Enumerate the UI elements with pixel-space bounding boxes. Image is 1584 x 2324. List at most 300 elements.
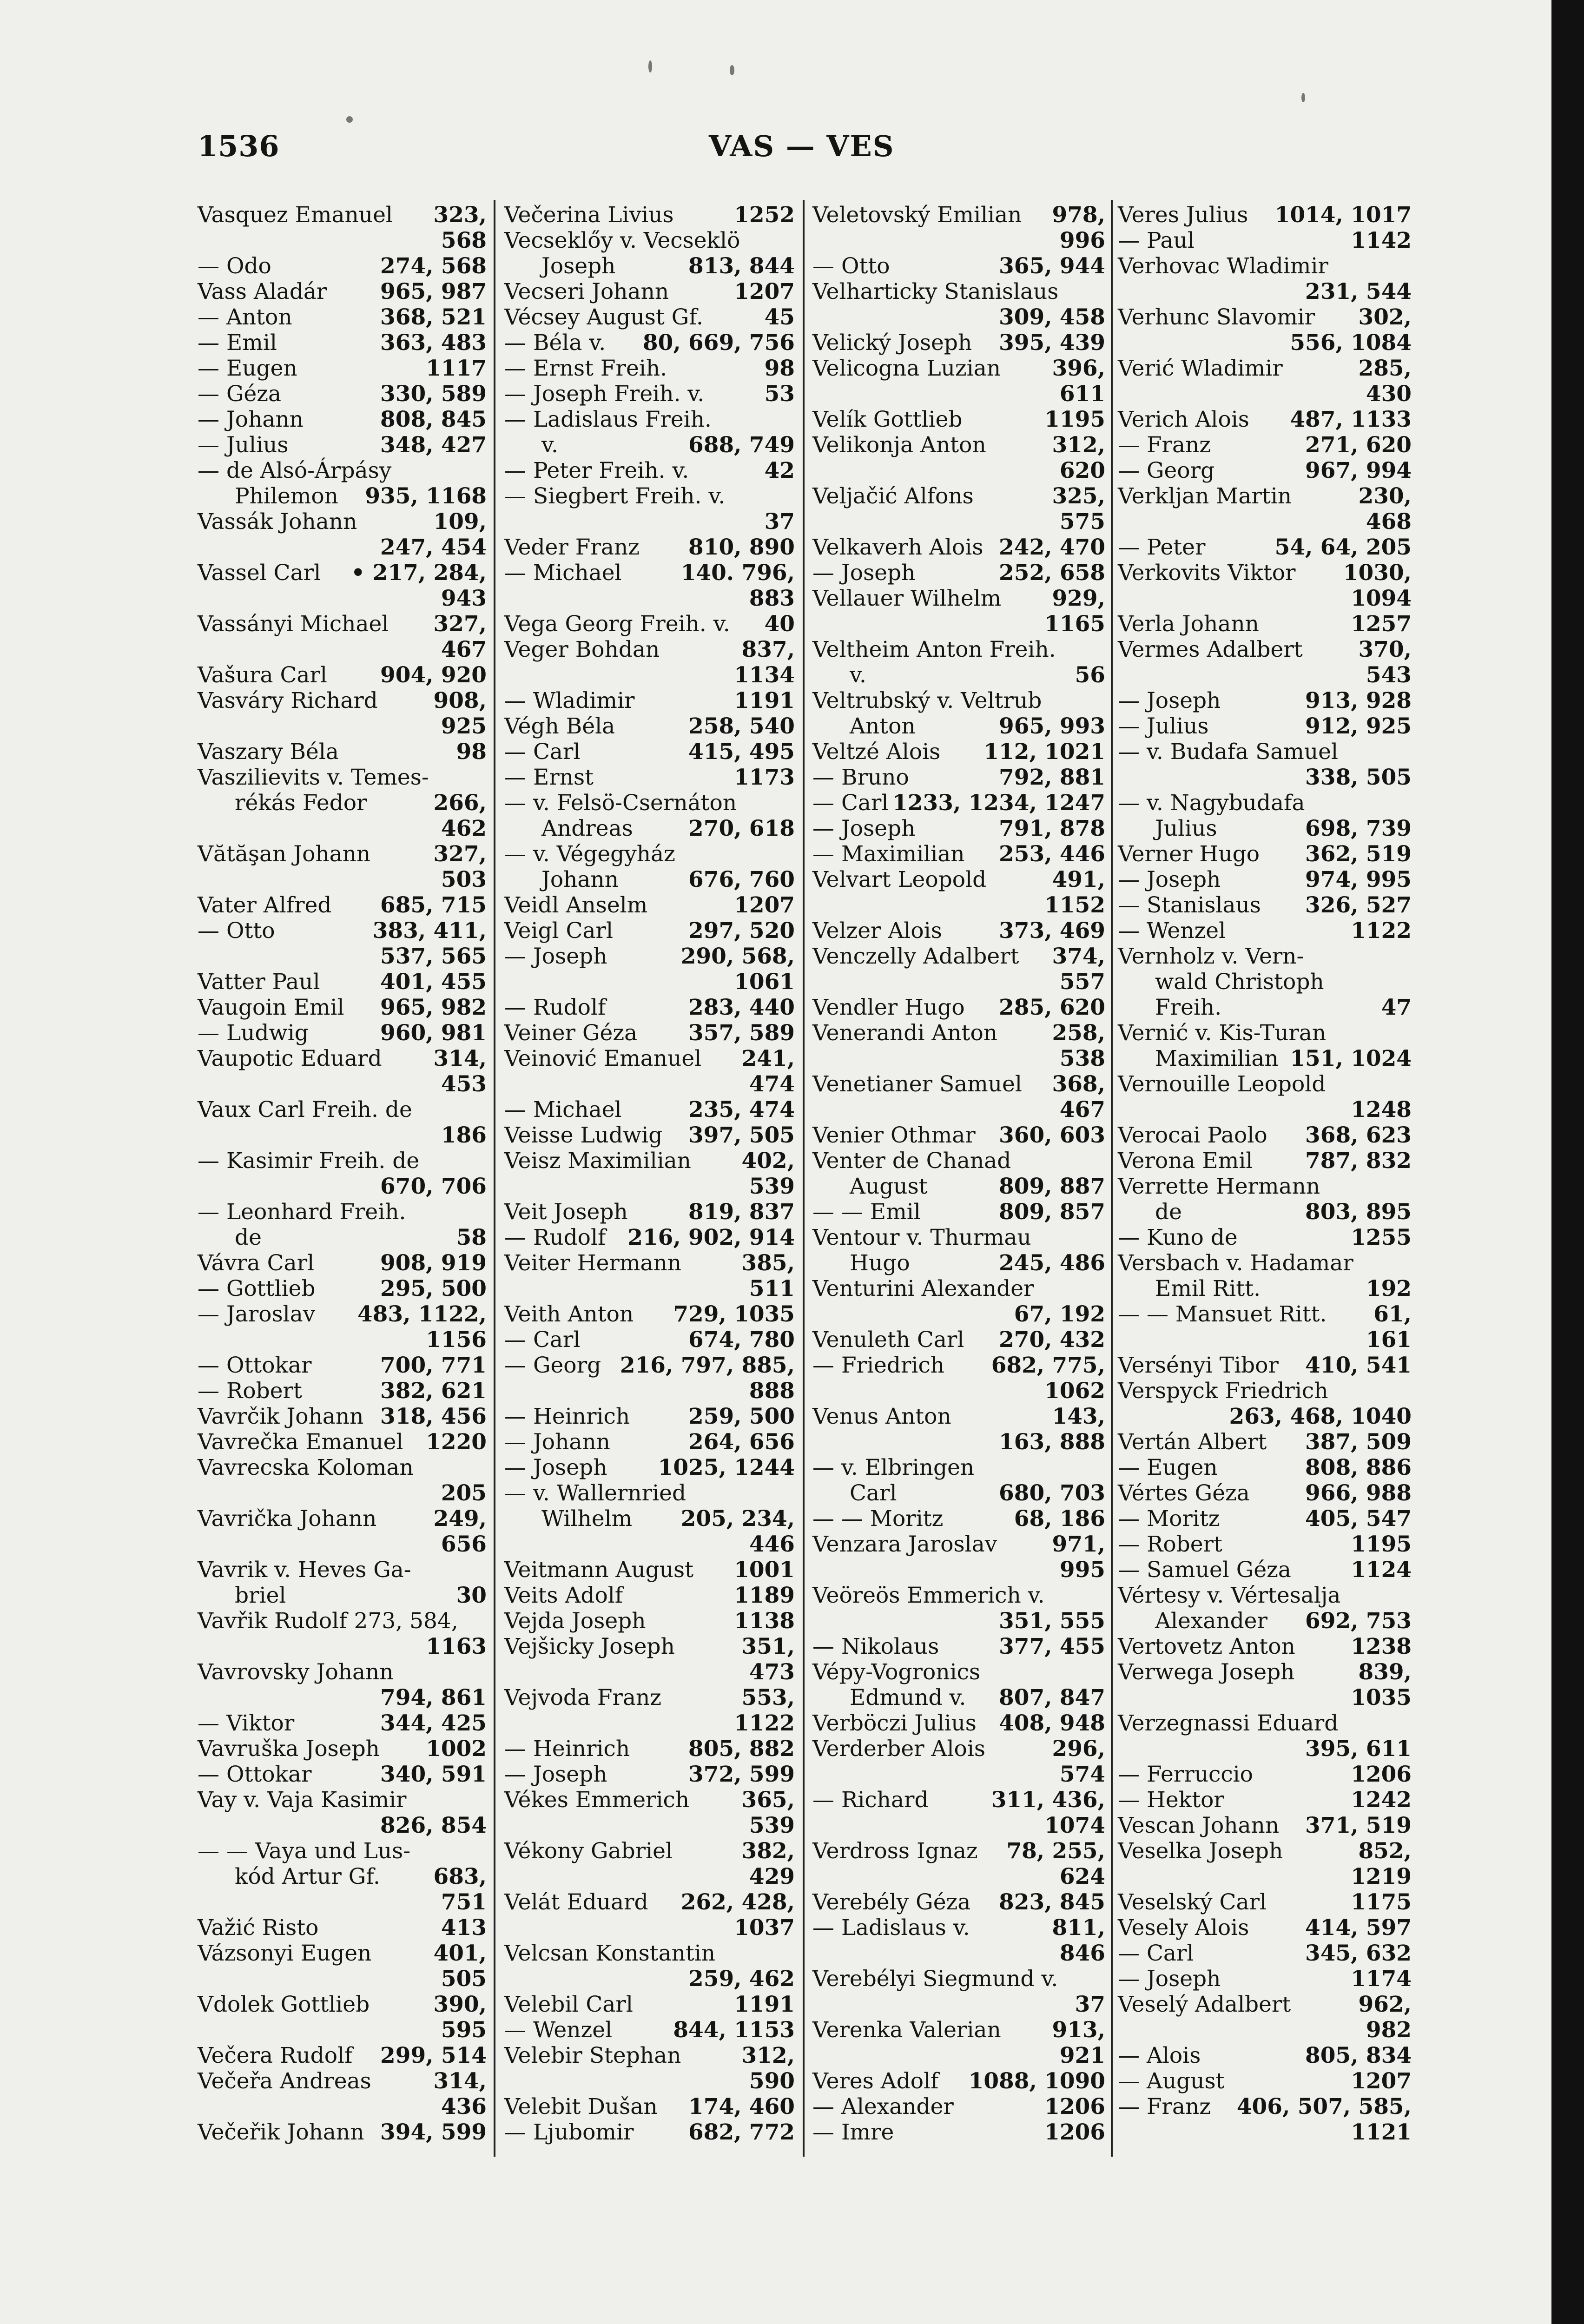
index-entry xyxy=(812,586,1105,637)
entry-line xyxy=(812,1992,1105,2017)
entry-line xyxy=(812,253,1105,279)
index-column-1 xyxy=(198,202,487,2159)
entry-page-refs: 58 xyxy=(456,1225,487,1250)
entry-line xyxy=(198,1097,487,1122)
entry-line xyxy=(504,279,795,304)
entry-page-refs: 683, xyxy=(433,1864,487,1889)
entry-name: Vatter Paul xyxy=(198,969,320,995)
entry-page-refs: 1138 xyxy=(734,1608,795,1634)
entry-name: v. xyxy=(541,432,558,458)
entry-line xyxy=(504,535,795,560)
entry-line xyxy=(198,918,487,944)
entry-page-refs: 401, xyxy=(433,1941,487,1966)
entry-line xyxy=(198,1455,487,1480)
entry-page-refs: 682, 775, xyxy=(991,1353,1105,1378)
entry-line xyxy=(812,1634,1105,1659)
entry-name: — Béla v. xyxy=(504,330,606,356)
entry-name: — Robert xyxy=(1118,1532,1222,1557)
entry-line xyxy=(504,1762,795,1787)
index-entry xyxy=(812,765,1105,790)
entry-name: Vavrička Johann xyxy=(198,1506,377,1532)
entry-line xyxy=(812,1608,1105,1634)
entry-line xyxy=(812,1762,1105,1787)
entry-line xyxy=(812,407,1105,432)
index-entry xyxy=(812,867,1105,918)
entry-page-refs: 511 xyxy=(749,1276,795,1301)
entry-line xyxy=(198,1762,487,1787)
index-entry xyxy=(1118,356,1412,407)
entry-name: Venter de Chanad xyxy=(812,1148,1011,1174)
index-entry xyxy=(1118,228,1412,253)
entry-line xyxy=(504,713,795,739)
entry-line xyxy=(812,1659,1105,1685)
entry-page-refs: 368, 623 xyxy=(1305,1122,1412,1148)
entry-name: Versbach v. Hadamar xyxy=(1118,1250,1353,1276)
entry-page-refs: 960, 981 xyxy=(380,1020,487,1046)
entry-name: Vértes Géza xyxy=(1118,1480,1250,1506)
entry-line xyxy=(504,2017,795,2043)
entry-page-refs: 262, 428, xyxy=(680,1889,795,1915)
entry-line xyxy=(504,253,795,279)
entry-page-refs: 394, 599 xyxy=(380,2119,487,2145)
entry-line xyxy=(812,688,1105,713)
entry-page-refs: 823, 845 xyxy=(999,1889,1105,1915)
entry-line xyxy=(1118,381,1412,407)
index-entry xyxy=(198,1429,487,1455)
entry-line xyxy=(812,1889,1105,1915)
entry-line xyxy=(1118,458,1412,483)
entry-page-refs: 543 xyxy=(1366,662,1412,688)
index-entry xyxy=(198,1762,487,1787)
entry-page-refs: 1152 xyxy=(1044,892,1105,918)
entry-name: Carl xyxy=(850,1480,897,1506)
index-entry xyxy=(812,1148,1105,1199)
index-entry xyxy=(198,1353,487,1378)
entry-line xyxy=(504,228,795,253)
entry-name: — Rudolf xyxy=(504,1225,606,1250)
index-entry xyxy=(504,1608,795,1634)
entry-name: Vaugoin Emil xyxy=(198,995,344,1020)
index-entry xyxy=(1118,535,1412,560)
index-entry xyxy=(1118,637,1412,688)
entry-page-refs: 971, xyxy=(1052,1532,1105,1557)
index-entry xyxy=(812,1276,1105,1327)
entry-line xyxy=(1118,611,1412,637)
entry-page-refs: 446 xyxy=(749,1532,795,1557)
entry-line xyxy=(812,1046,1105,1071)
index-entry xyxy=(198,1787,487,1838)
entry-page-refs: 996 xyxy=(1059,228,1105,253)
entry-line xyxy=(812,509,1105,535)
entry-line xyxy=(504,995,795,1020)
entry-line xyxy=(1118,2017,1412,2043)
entry-line xyxy=(812,1122,1105,1148)
entry-name: Verspyck Friedrich xyxy=(1118,1378,1328,1404)
entry-page-refs: 575 xyxy=(1059,509,1105,535)
index-entry xyxy=(504,1634,795,1685)
index-entry xyxy=(504,1455,795,1480)
entry-page-refs: 326, 527 xyxy=(1305,892,1412,918)
entry-name: — Wenzel xyxy=(1118,918,1226,944)
index-entry xyxy=(812,535,1105,560)
entry-page-refs: 965, 982 xyxy=(380,995,487,1020)
entry-name: — Alois xyxy=(1118,2043,1201,2068)
entry-name: Vaszilievits v. Temes- xyxy=(198,765,429,790)
entry-line xyxy=(504,330,795,356)
entry-name: Vavrik v. Heves Ga- xyxy=(198,1557,411,1583)
entry-name: — Joseph xyxy=(504,944,607,969)
entry-line xyxy=(1118,637,1412,662)
entry-line xyxy=(198,253,487,279)
entry-page-refs: 414, 597 xyxy=(1305,1915,1412,1941)
index-entry xyxy=(812,330,1105,356)
entry-name: Venetianer Samuel xyxy=(812,1071,1022,1097)
entry-page-refs: 1001 xyxy=(734,1557,795,1583)
entry-line xyxy=(198,1046,487,1071)
entry-line xyxy=(812,1148,1105,1174)
entry-name: — Viktor xyxy=(198,1710,295,1736)
entry-line xyxy=(1118,560,1412,586)
entry-line xyxy=(812,1838,1105,1864)
entry-line xyxy=(504,458,795,483)
entry-name: Vega Georg Freih. v. xyxy=(504,611,730,637)
entry-line xyxy=(504,1071,795,1097)
entry-line xyxy=(198,483,487,509)
index-entry xyxy=(812,790,1105,816)
index-entry xyxy=(198,560,487,611)
entry-line xyxy=(1118,816,1412,841)
index-entry xyxy=(1118,944,1412,1020)
entry-name: Venus Anton xyxy=(812,1404,951,1429)
entry-page-refs: 216, 902, 914 xyxy=(627,1225,795,1250)
entry-name: — Nikolaus xyxy=(812,1634,939,1659)
entry-name: Vernić v. Kis-Turan xyxy=(1118,1020,1327,1046)
entry-line xyxy=(504,1174,795,1199)
entry-page-refs: 258, xyxy=(1052,1020,1105,1046)
entry-line xyxy=(1118,2043,1412,2068)
entry-name: — Eugen xyxy=(1118,1455,1218,1480)
entry-line xyxy=(1118,1608,1412,1634)
index-entry xyxy=(504,1787,795,1838)
entry-page-refs: 285, 620 xyxy=(999,995,1105,1020)
entry-name: — Ernst Freih. xyxy=(504,356,667,381)
entry-name: — Paul xyxy=(1118,228,1195,253)
index-entry xyxy=(812,1071,1105,1122)
index-entry xyxy=(198,1557,487,1608)
entry-line xyxy=(1118,1864,1412,1889)
entry-page-refs: 967, 994 xyxy=(1305,458,1412,483)
index-entry xyxy=(812,1634,1105,1659)
entry-name: Venturini Alexander xyxy=(812,1276,1034,1301)
entry-line xyxy=(504,892,795,918)
index-entry xyxy=(1118,1378,1412,1429)
entry-line xyxy=(812,816,1105,841)
entry-name: — Michael xyxy=(504,1097,622,1122)
entry-page-refs: 109, xyxy=(433,509,487,535)
entry-page-refs: 263, 468, 1040 xyxy=(1229,1404,1412,1429)
entry-line xyxy=(504,1148,795,1174)
entry-name: — Heinrich xyxy=(504,1736,630,1762)
index-entry xyxy=(198,1838,487,1915)
index-entry xyxy=(504,356,795,381)
entry-line xyxy=(504,841,795,867)
entry-page-refs: 351, 555 xyxy=(999,1608,1105,1634)
entry-name: Vépy-Vogronics xyxy=(812,1659,981,1685)
index-entry xyxy=(504,1762,795,1787)
entry-line xyxy=(504,2119,795,2145)
entry-line xyxy=(198,1966,487,1992)
entry-line xyxy=(504,509,795,535)
entry-line xyxy=(198,637,487,662)
entry-page-refs: 474 xyxy=(749,1071,795,1097)
entry-page-refs: 382, xyxy=(741,1838,795,1864)
entry-name: Verenka Valerian xyxy=(812,2017,1001,2043)
index-entry xyxy=(1118,1020,1412,1071)
index-entry xyxy=(504,407,795,458)
entry-line xyxy=(198,228,487,253)
entry-page-refs: 401, 455 xyxy=(380,969,487,995)
index-column-4 xyxy=(1118,202,1412,2159)
entry-line xyxy=(198,535,487,560)
entry-name: — Wenzel xyxy=(504,2017,613,2043)
index-entry xyxy=(1118,918,1412,944)
entry-line xyxy=(198,1020,487,1046)
entry-name: Versényi Tibor xyxy=(1118,1353,1279,1378)
entry-line xyxy=(812,867,1105,892)
entry-name: Philemon xyxy=(235,483,338,509)
entry-page-refs: 995 xyxy=(1059,1557,1105,1583)
entry-page-refs: 54, 64, 205 xyxy=(1274,535,1412,560)
entry-line xyxy=(198,1378,487,1404)
index-entry xyxy=(504,1020,795,1046)
entry-page-refs: 285, xyxy=(1358,356,1412,381)
entry-name: — Joseph xyxy=(1118,1966,1221,1992)
entry-name: Velát Eduard xyxy=(504,1889,648,1915)
entry-line xyxy=(504,637,795,662)
entry-line xyxy=(504,790,795,816)
entry-page-refs: 807, 847 xyxy=(999,1685,1105,1710)
entry-page-refs: 1252 xyxy=(734,202,795,228)
entry-page-refs: 348, 427 xyxy=(380,432,487,458)
entry-name: — Carl xyxy=(504,739,581,765)
entry-page-refs: 462 xyxy=(441,816,487,841)
entry-line xyxy=(812,1097,1105,1122)
index-entry xyxy=(812,944,1105,995)
entry-line xyxy=(198,1889,487,1915)
entry-page-refs: 1220 xyxy=(426,1429,487,1455)
entry-page-refs: 372, 599 xyxy=(688,1762,795,1787)
index-entry xyxy=(504,1097,795,1122)
entry-name: — — Emil xyxy=(812,1199,921,1225)
index-entry xyxy=(812,995,1105,1020)
index-entry xyxy=(504,1583,795,1608)
entry-line xyxy=(504,1199,795,1225)
index-entry xyxy=(812,1710,1105,1736)
entry-page-refs: 839, xyxy=(1358,1659,1412,1685)
entry-page-refs: 1206 xyxy=(1044,2119,1105,2145)
entry-name: Vater Alfred xyxy=(198,892,332,918)
entry-page-refs: 362, 519 xyxy=(1305,841,1412,867)
index-entry xyxy=(1118,1762,1412,1787)
entry-line xyxy=(812,1787,1105,1813)
index-entry xyxy=(198,253,487,279)
entry-line xyxy=(812,944,1105,969)
entry-name: — Odo xyxy=(198,253,271,279)
entry-line xyxy=(504,483,795,509)
entry-name: Veljačić Alfons xyxy=(812,483,974,509)
entry-page-refs: 978, xyxy=(1052,202,1105,228)
entry-name: — Peter xyxy=(1118,535,1206,560)
index-entry xyxy=(1118,713,1412,739)
entry-name: — Anton xyxy=(198,304,292,330)
index-entry xyxy=(1118,1429,1412,1455)
entry-page-refs: 396, xyxy=(1052,356,1105,381)
entry-page-refs: 1175 xyxy=(1351,1889,1412,1915)
entry-line xyxy=(812,1225,1105,1250)
index-entry xyxy=(812,1915,1105,1966)
entry-line xyxy=(812,1736,1105,1762)
entry-name: — Ladislaus Freih. xyxy=(504,407,712,432)
entry-line xyxy=(198,1992,487,2017)
entry-line xyxy=(812,228,1105,253)
index-entry xyxy=(198,279,487,304)
entry-name: — Julius xyxy=(1118,713,1209,739)
entry-page-refs: 698, 739 xyxy=(1305,816,1412,841)
entry-name: Vendler Hugo xyxy=(812,995,965,1020)
entry-name: — Georg xyxy=(1118,458,1215,483)
entry-line xyxy=(504,1787,795,1813)
entry-page-refs: 374, xyxy=(1052,944,1105,969)
entry-page-refs: 574 xyxy=(1059,1762,1105,1787)
entry-line xyxy=(1118,1046,1412,1071)
entry-page-refs: 809, 887 xyxy=(999,1174,1105,1199)
entry-page-refs: 311, 436, xyxy=(991,1787,1105,1813)
entry-page-refs: 700, 771 xyxy=(380,1353,487,1378)
index-entry xyxy=(198,1455,487,1506)
entry-line xyxy=(198,713,487,739)
entry-name: Vaszary Béla xyxy=(198,739,339,765)
entry-line xyxy=(504,1429,795,1455)
entry-name: — Rudolf xyxy=(504,995,606,1020)
entry-line xyxy=(1118,304,1412,330)
index-entry xyxy=(198,1915,487,1941)
index-entry xyxy=(812,1787,1105,1838)
entry-page-refs: 620 xyxy=(1059,458,1105,483)
entry-line xyxy=(1118,1404,1412,1429)
entry-line xyxy=(504,611,795,637)
entry-name: Večerina Livius xyxy=(504,202,674,228)
index-entry xyxy=(812,1122,1105,1148)
entry-name: Verzegnassi Eduard xyxy=(1118,1710,1339,1736)
entry-page-refs: 390, xyxy=(433,1992,487,2017)
entry-name: Julius xyxy=(1155,816,1217,841)
entry-name: — Géza xyxy=(198,381,282,407)
entry-name: — Carl xyxy=(1118,1941,1194,1966)
entry-name: Veith Anton xyxy=(504,1301,634,1327)
index-entry xyxy=(504,1941,795,1992)
entry-line xyxy=(812,969,1105,995)
entry-line xyxy=(504,1736,795,1762)
entry-page-refs: 1219 xyxy=(1351,1864,1412,1889)
index-entry xyxy=(504,279,795,304)
entry-page-refs: 382, 621 xyxy=(380,1378,487,1404)
index-entry xyxy=(812,1020,1105,1071)
entry-name: — Ludwig xyxy=(198,1020,309,1046)
entry-page-refs: 230, xyxy=(1358,483,1412,509)
entry-line xyxy=(812,1378,1105,1404)
entry-line xyxy=(198,509,487,535)
entry-name: — Eugen xyxy=(198,356,297,381)
entry-page-refs: 904, 920 xyxy=(380,662,487,688)
entry-line xyxy=(1118,1122,1412,1148)
column-divider xyxy=(494,200,495,2157)
entry-name: Veltheim Anton Freih. xyxy=(812,637,1056,662)
entry-name: — de Alsó-Árpásy xyxy=(198,458,392,483)
entry-page-refs: 965, 993 xyxy=(999,713,1105,739)
entry-line xyxy=(198,1250,487,1276)
entry-page-refs: 283, 440 xyxy=(688,995,795,1020)
entry-line xyxy=(1118,662,1412,688)
entry-name: Hugo xyxy=(850,1250,910,1276)
entry-line xyxy=(198,381,487,407)
entry-name: — Joseph xyxy=(812,560,916,586)
entry-line xyxy=(812,713,1105,739)
entry-page-refs: 468 xyxy=(1366,509,1412,535)
entry-line xyxy=(504,1659,795,1685)
entry-name: Veits Adolf xyxy=(504,1583,623,1608)
entry-line xyxy=(1118,1455,1412,1480)
entry-page-refs: 1191 xyxy=(734,1992,795,2017)
index-entry xyxy=(198,688,487,739)
entry-name: Vejšicky Joseph xyxy=(504,1634,675,1659)
entry-line xyxy=(504,739,795,765)
entry-line xyxy=(1118,1327,1412,1353)
entry-line xyxy=(812,892,1105,918)
entry-page-refs: 805, 834 xyxy=(1305,2043,1412,2068)
entry-page-refs: 692, 753 xyxy=(1305,1608,1412,1634)
entry-page-refs: 402, xyxy=(741,1148,795,1174)
index-entry xyxy=(198,969,487,995)
entry-name: — Maximilian xyxy=(812,841,965,867)
entry-line xyxy=(504,1276,795,1301)
index-entry xyxy=(198,1736,487,1762)
index-entry xyxy=(1118,1915,1412,1941)
entry-name: Vass Aladár xyxy=(198,279,327,304)
index-entry xyxy=(1118,1813,1412,1838)
index-entry xyxy=(812,202,1105,253)
entry-page-refs: 297, 520 xyxy=(688,918,795,944)
entry-line xyxy=(812,841,1105,867)
index-entry xyxy=(812,356,1105,407)
entry-page-refs: 590 xyxy=(749,2068,795,2094)
entry-name: Emil Ritt. xyxy=(1155,1276,1261,1301)
entry-page-refs: 1206 xyxy=(1044,2094,1105,2119)
entry-line xyxy=(504,1122,795,1148)
entry-page-refs: 1025, 1244 xyxy=(658,1455,795,1480)
entry-page-refs: 809, 857 xyxy=(999,1199,1105,1225)
entry-page-refs: 161 xyxy=(1366,1327,1412,1353)
entry-page-refs: 271, 620 xyxy=(1305,432,1412,458)
entry-name: — Leonhard Freih. xyxy=(198,1199,406,1225)
entry-line xyxy=(812,1199,1105,1225)
entry-line xyxy=(1118,1532,1412,1557)
entry-line xyxy=(1118,892,1412,918)
entry-line xyxy=(198,1864,487,1889)
entry-line xyxy=(198,1659,487,1685)
entry-page-refs: 327, xyxy=(433,841,487,867)
index-entry xyxy=(504,739,795,765)
entry-name: — Joseph xyxy=(812,816,916,841)
